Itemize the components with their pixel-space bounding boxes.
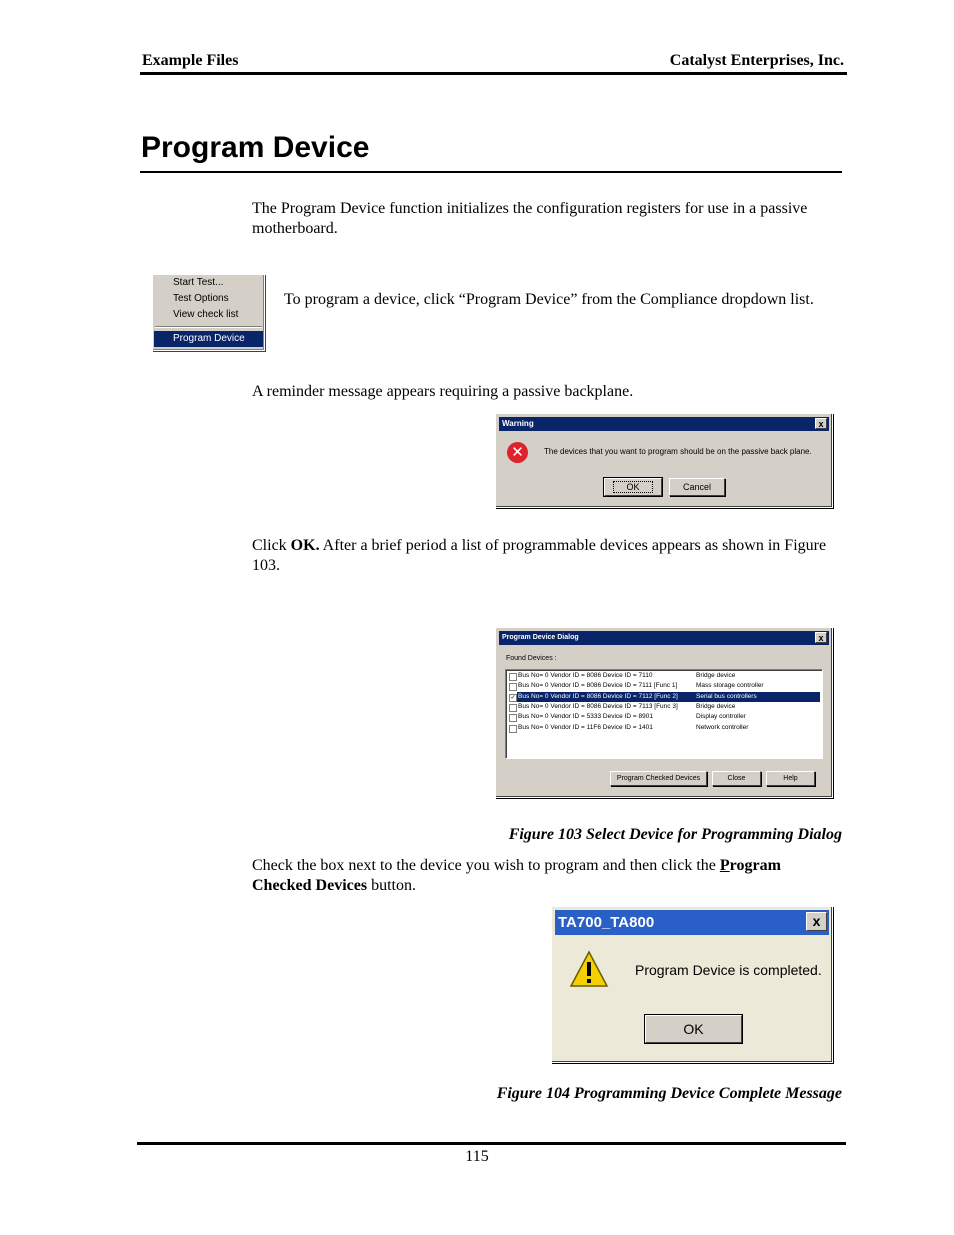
help-button[interactable]: Help: [766, 771, 815, 786]
device-row[interactable]: [508, 692, 820, 702]
device-text: Bus No= 0 Vendor ID = 8086 Device ID = 7113 [Func 3]: [518, 702, 678, 710]
ok-button[interactable]: OK: [645, 1015, 742, 1043]
program-dialog-title: Program Device Dialog: [502, 634, 579, 641]
footer-rule: [137, 1142, 846, 1145]
device-type: Mass storage controller: [696, 682, 764, 690]
complete-title: TA700_TA800: [558, 914, 655, 931]
figure-104-caption: Figure 104 Programming Device Complete Message: [496, 1085, 842, 1102]
complete-titlebar: [555, 910, 829, 935]
reminder-paragraph: A reminder message appears requiring a passive backplane.: [252, 383, 634, 400]
warning-icon: [569, 949, 609, 989]
device-row[interactable]: [508, 702, 820, 712]
device-type: Bridge device: [696, 672, 736, 679]
close-icon[interactable]: x: [815, 418, 827, 429]
step3-bold: rogram Checked Devices: [252, 857, 781, 894]
step3-paragraph: [252, 856, 832, 896]
step3-underline: P: [719, 857, 730, 874]
device-type: Serial bus controllers: [696, 692, 757, 700]
device-row[interactable]: [508, 712, 820, 722]
header-left: Example Files: [142, 52, 239, 69]
program-device-dialog: [495, 627, 833, 798]
warning-dialog: [495, 413, 833, 508]
device-checkbox[interactable]: [509, 704, 517, 712]
device-row[interactable]: [508, 671, 820, 681]
warning-title: Warning: [502, 419, 534, 428]
menu-item-program-device-label: Program Device: [173, 333, 245, 344]
device-checkbox[interactable]: [509, 725, 517, 733]
program-checked-devices-button[interactable]: Program Checked Devices: [610, 771, 707, 786]
device-text: Bus No= 0 Vendor ID = 8086 Device ID = 7112 [Func 2]: [518, 692, 678, 700]
device-text: Bus No= 0 Vendor ID = 11F6 Device ID = 1401: [518, 723, 653, 731]
menu-item-program-device[interactable]: [154, 331, 263, 347]
device-type: Network controller: [696, 723, 749, 731]
title-rule: [140, 171, 842, 173]
step2-bold: OK.: [290, 537, 320, 554]
cancel-button[interactable]: Cancel: [669, 478, 725, 496]
close-button[interactable]: Close: [712, 771, 761, 786]
device-checkbox[interactable]: [509, 683, 517, 691]
found-devices-label: Found Devices :: [506, 655, 557, 662]
page-title: Program Device: [141, 131, 370, 164]
header-rule: [140, 72, 847, 75]
device-list[interactable]: [505, 669, 823, 759]
step2-paragraph: [252, 536, 827, 576]
step2-pre: Click: [252, 537, 291, 554]
device-row[interactable]: [508, 723, 820, 733]
close-icon[interactable]: x: [806, 912, 827, 931]
menu-separator: [155, 326, 262, 328]
menu-item-view-check-list[interactable]: View check list: [173, 309, 239, 320]
step2-post: After a brief period a list of programmable devices appears as shown in Figure 103.: [252, 537, 827, 574]
step3-post: button.: [367, 877, 416, 894]
ok-button-label: OK: [613, 481, 652, 493]
page-number: 115: [465, 1148, 489, 1165]
program-dialog-titlebar: [499, 631, 829, 645]
header-right: Catalyst Enterprises, Inc.: [669, 52, 844, 69]
menu-item-test-options[interactable]: Test Options: [173, 293, 229, 304]
device-text: Bus No= 0 Vendor ID = 8086 Device ID = 7110: [518, 672, 653, 679]
device-type: Display controller: [696, 713, 746, 721]
menu-item-start-test[interactable]: Start Test...: [173, 277, 224, 288]
ok-button[interactable]: [604, 478, 662, 496]
warning-message: The devices that you want to program should be on the passive back plane.: [544, 447, 812, 456]
device-text: Bus No= 0 Vendor ID = 5333 Device ID = 8901: [518, 713, 653, 721]
device-checkbox[interactable]: [509, 714, 517, 722]
device-checkbox[interactable]: [509, 673, 517, 681]
complete-message: Program Device is completed.: [635, 962, 822, 978]
close-icon[interactable]: x: [815, 632, 827, 643]
intro-paragraph: The Program Device function initializes the configuration registers for use in a passive motherboard.: [252, 200, 808, 237]
step3-pre: Check the box next to the device you wish to program and then click the: [252, 857, 720, 874]
step1-paragraph: To program a device, click “Program Device” from the Compliance dropdown list.: [284, 291, 814, 308]
device-type: Bridge device: [696, 702, 736, 710]
error-icon: ✕: [507, 442, 528, 463]
complete-dialog: [551, 906, 833, 1063]
warning-titlebar: [499, 417, 829, 431]
device-text: Bus No= 0 Vendor ID = 8086 Device ID = 7111 [Func 1]: [518, 682, 678, 690]
figure-103-caption: Figure 103 Select Device for Programming Dialog: [508, 826, 842, 843]
device-checkbox[interactable]: ✓: [510, 694, 516, 701]
compliance-menu: [152, 274, 265, 351]
device-row[interactable]: [508, 681, 820, 691]
